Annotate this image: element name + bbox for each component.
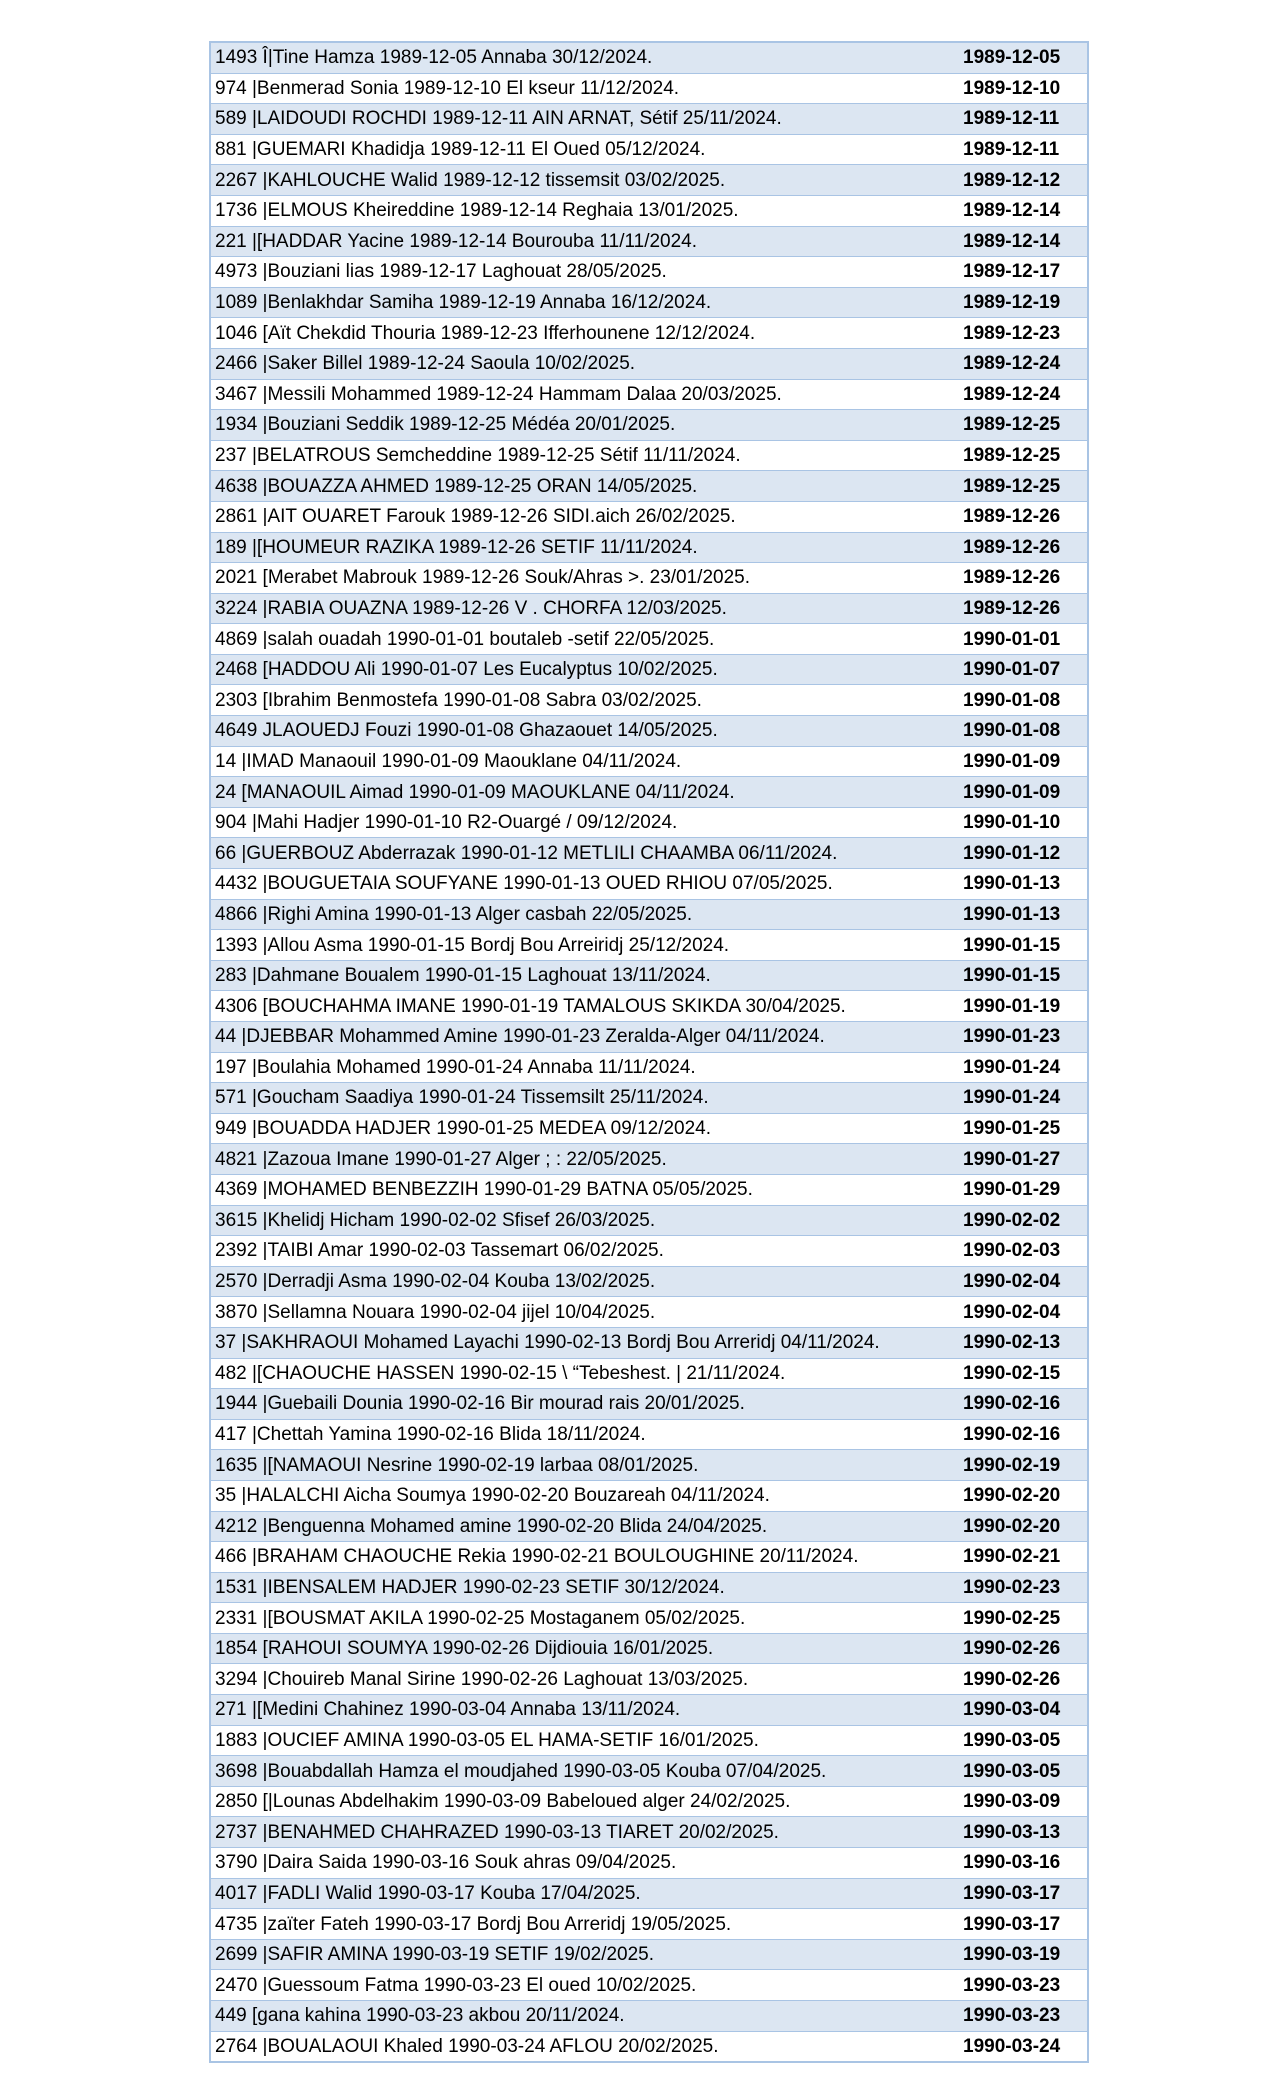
table-row xyxy=(210,1817,1088,1848)
record-birth-date: 1990-01-23 xyxy=(957,1022,1088,1053)
record-entry-text: 449 [gana kahina 1990-03-23 akbou 20/11/2024. xyxy=(210,2001,957,2032)
table-row xyxy=(210,73,1088,104)
record-entry-text: 949 |BOUADDA HADJER 1990-01-25 MEDEA 09/12/2024. xyxy=(210,1113,957,1144)
record-birth-date: 1990-03-05 xyxy=(957,1756,1088,1787)
table-row xyxy=(210,379,1088,410)
records-table-body xyxy=(210,42,1088,2062)
record-entry-text: 283 |Dahmane Boualem 1990-01-15 Laghouat 13/11/2024. xyxy=(210,960,957,991)
table-row xyxy=(210,777,1088,808)
record-entry-text: 1493 Î|Tine Hamza 1989-12-05 Annaba 30/12/2024. xyxy=(210,42,957,73)
record-birth-date: 1990-01-25 xyxy=(957,1113,1088,1144)
table-row xyxy=(210,2001,1088,2032)
table-row xyxy=(210,1970,1088,2001)
table-row xyxy=(210,1756,1088,1787)
record-entry-text: 37 |SAKHRAOUI Mohamed Layachi 1990-02-13 Bordj Bou Arreridj 04/11/2024. xyxy=(210,1327,957,1358)
record-entry-text: 1046 [Aït Chekdid Thouria 1989-12-23 Ifferhounene 12/12/2024. xyxy=(210,318,957,349)
table-row xyxy=(210,440,1088,471)
record-birth-date: 1990-01-15 xyxy=(957,930,1088,961)
record-birth-date: 1990-03-19 xyxy=(957,1939,1088,1970)
record-entry-text: 2303 [Ibrahim Benmostefa 1990-01-08 Sabra 03/02/2025. xyxy=(210,685,957,716)
record-entry-text: 44 |DJEBBAR Mohammed Amine 1990-01-23 Zeralda-Alger 04/11/2024. xyxy=(210,1022,957,1053)
record-entry-text: 2737 |BENAHMED CHAHRAZED 1990-03-13 TIARET 20/02/2025. xyxy=(210,1817,957,1848)
record-birth-date: 1990-02-02 xyxy=(957,1205,1088,1236)
record-birth-date: 1990-03-17 xyxy=(957,1878,1088,1909)
table-row xyxy=(210,1786,1088,1817)
table-row xyxy=(210,165,1088,196)
table-row xyxy=(210,991,1088,1022)
table-row xyxy=(210,348,1088,379)
table-row xyxy=(210,410,1088,441)
table-row xyxy=(210,1725,1088,1756)
record-birth-date: 1989-12-25 xyxy=(957,410,1088,441)
record-birth-date: 1989-12-24 xyxy=(957,348,1088,379)
record-entry-text: 589 |LAIDOUDI ROCHDI 1989-12-11 AIN ARNAT, Sétif 25/11/2024. xyxy=(210,104,957,135)
record-birth-date: 1989-12-14 xyxy=(957,195,1088,226)
table-row xyxy=(210,624,1088,655)
record-entry-text: 1635 |[NAMAOUI Nesrine 1990-02-19 larbaa 08/01/2025. xyxy=(210,1450,957,1481)
record-entry-text: 1393 |Allou Asma 1990-01-15 Bordj Bou Arreiridj 25/12/2024. xyxy=(210,930,957,961)
record-entry-text: 974 |Benmerad Sonia 1989-12-10 El kseur 11/12/2024. xyxy=(210,73,957,104)
table-row xyxy=(210,869,1088,900)
record-birth-date: 1989-12-11 xyxy=(957,104,1088,135)
table-row xyxy=(210,1633,1088,1664)
record-birth-date: 1990-01-09 xyxy=(957,777,1088,808)
record-entry-text: 4735 |zaïter Fateh 1990-03-17 Bordj Bou Arreridj 19/05/2025. xyxy=(210,1909,957,1940)
record-birth-date: 1989-12-14 xyxy=(957,226,1088,257)
record-birth-date: 1990-03-09 xyxy=(957,1786,1088,1817)
record-birth-date: 1990-01-09 xyxy=(957,746,1088,777)
record-entry-text: 3467 |Messili Mohammed 1989-12-24 Hammam Dalaa 20/03/2025. xyxy=(210,379,957,410)
record-birth-date: 1990-03-13 xyxy=(957,1817,1088,1848)
record-entry-text: 3698 |Bouabdallah Hamza el moudjahed 1990-03-05 Kouba 07/04/2025. xyxy=(210,1756,957,1787)
records-table xyxy=(209,41,1089,2063)
table-row xyxy=(210,1450,1088,1481)
record-entry-text: 2470 |Guessoum Fatma 1990-03-23 El oued 10/02/2025. xyxy=(210,1970,957,2001)
record-birth-date: 1990-02-16 xyxy=(957,1389,1088,1420)
table-row xyxy=(210,1236,1088,1267)
record-birth-date: 1990-02-25 xyxy=(957,1603,1088,1634)
table-row xyxy=(210,685,1088,716)
record-birth-date: 1990-01-10 xyxy=(957,807,1088,838)
record-entry-text: 4869 |salah ouadah 1990-01-01 boutaleb -setif 22/05/2025. xyxy=(210,624,957,655)
record-entry-text: 3615 |Khelidj Hicham 1990-02-02 Sfisef 26/03/2025. xyxy=(210,1205,957,1236)
record-entry-text: 2331 |[BOUSMAT AKILA 1990-02-25 Mostaganem 05/02/2025. xyxy=(210,1603,957,1634)
record-entry-text: 197 |Boulahia Mohamed 1990-01-24 Annaba 11/11/2024. xyxy=(210,1052,957,1083)
record-birth-date: 1990-01-19 xyxy=(957,991,1088,1022)
table-row xyxy=(210,1572,1088,1603)
record-entry-text: 3790 |Daira Saida 1990-03-16 Souk ahras 09/04/2025. xyxy=(210,1848,957,1879)
record-entry-text: 466 |BRAHAM CHAOUCHE Rekia 1990-02-21 BOULOUGHINE 20/11/2024. xyxy=(210,1542,957,1573)
record-entry-text: 1934 |Bouziani Seddik 1989-12-25 Médéa 20/01/2025. xyxy=(210,410,957,441)
table-row xyxy=(210,1052,1088,1083)
record-entry-text: 1883 |OUCIEF AMINA 1990-03-05 EL HAMA-SETIF 16/01/2025. xyxy=(210,1725,957,1756)
table-row xyxy=(210,1144,1088,1175)
record-birth-date: 1990-02-19 xyxy=(957,1450,1088,1481)
table-row xyxy=(210,1603,1088,1634)
record-birth-date: 1989-12-25 xyxy=(957,471,1088,502)
record-entry-text: 4017 |FADLI Walid 1990-03-17 Kouba 17/04/2025. xyxy=(210,1878,957,1909)
table-row xyxy=(210,532,1088,563)
table-row xyxy=(210,960,1088,991)
table-row xyxy=(210,42,1088,73)
record-birth-date: 1990-02-04 xyxy=(957,1297,1088,1328)
record-birth-date: 1990-03-24 xyxy=(957,2031,1088,2062)
record-birth-date: 1990-02-20 xyxy=(957,1511,1088,1542)
record-entry-text: 271 |[Medini Chahinez 1990-03-04 Annaba 13/11/2024. xyxy=(210,1695,957,1726)
record-birth-date: 1990-02-16 xyxy=(957,1419,1088,1450)
table-row xyxy=(210,318,1088,349)
record-birth-date: 1989-12-17 xyxy=(957,257,1088,288)
record-birth-date: 1989-12-05 xyxy=(957,42,1088,73)
table-row xyxy=(210,1358,1088,1389)
table-row xyxy=(210,1511,1088,1542)
record-entry-text: 1531 |IBENSALEM HADJER 1990-02-23 SETIF 30/12/2024. xyxy=(210,1572,957,1603)
table-row xyxy=(210,1664,1088,1695)
record-birth-date: 1990-01-24 xyxy=(957,1052,1088,1083)
record-birth-date: 1989-12-12 xyxy=(957,165,1088,196)
table-row xyxy=(210,930,1088,961)
record-birth-date: 1990-03-16 xyxy=(957,1848,1088,1879)
record-birth-date: 1989-12-25 xyxy=(957,440,1088,471)
record-entry-text: 4821 |Zazoua Imane 1990-01-27 Alger ; : 22/05/2025. xyxy=(210,1144,957,1175)
table-row xyxy=(210,1480,1088,1511)
record-birth-date: 1990-02-04 xyxy=(957,1266,1088,1297)
record-entry-text: 1736 |ELMOUS Kheireddine 1989-12-14 Reghaia 13/01/2025. xyxy=(210,195,957,226)
record-birth-date: 1990-01-15 xyxy=(957,960,1088,991)
record-birth-date: 1990-01-24 xyxy=(957,1083,1088,1114)
record-entry-text: 4306 [BOUCHAHMA IMANE 1990-01-19 TAMALOUS SKIKDA 30/04/2025. xyxy=(210,991,957,1022)
table-row xyxy=(210,1083,1088,1114)
record-birth-date: 1990-03-17 xyxy=(957,1909,1088,1940)
table-row xyxy=(210,501,1088,532)
table-row xyxy=(210,1909,1088,1940)
record-entry-text: 2392 |TAIBI Amar 1990-02-03 Tassemart 06/02/2025. xyxy=(210,1236,957,1267)
table-row xyxy=(210,838,1088,869)
record-birth-date: 1990-02-03 xyxy=(957,1236,1088,1267)
record-birth-date: 1990-01-01 xyxy=(957,624,1088,655)
record-entry-text: 904 |Mahi Hadjer 1990-01-10 R2-Ouargé / 09/12/2024. xyxy=(210,807,957,838)
record-entry-text: 35 |HALALCHI Aicha Soumya 1990-02-20 Bouzareah 04/11/2024. xyxy=(210,1480,957,1511)
record-entry-text: 4432 |BOUGUETAIA SOUFYANE 1990-01-13 OUED RHIOU 07/05/2025. xyxy=(210,869,957,900)
record-entry-text: 237 |BELATROUS Semcheddine 1989-12-25 Sétif 11/11/2024. xyxy=(210,440,957,471)
record-entry-text: 4973 |Bouziani lias 1989-12-17 Laghouat 28/05/2025. xyxy=(210,257,957,288)
record-birth-date: 1990-03-23 xyxy=(957,2001,1088,2032)
record-entry-text: 2021 [Merabet Mabrouk 1989-12-26 Souk/Ahras >. 23/01/2025. xyxy=(210,563,957,594)
record-entry-text: 2466 |Saker Billel 1989-12-24 Saoula 10/02/2025. xyxy=(210,348,957,379)
table-row xyxy=(210,1848,1088,1879)
record-birth-date: 1989-12-24 xyxy=(957,379,1088,410)
record-birth-date: 1990-01-13 xyxy=(957,899,1088,930)
record-entry-text: 482 |[CHAOUCHE HASSEN 1990-02-15 \ “Tebeshest. | 21/11/2024. xyxy=(210,1358,957,1389)
record-birth-date: 1990-01-08 xyxy=(957,685,1088,716)
record-birth-date: 1990-02-20 xyxy=(957,1480,1088,1511)
record-birth-date: 1989-12-23 xyxy=(957,318,1088,349)
record-entry-text: 24 [MANAOUIL Aimad 1990-01-09 MAOUKLANE 04/11/2024. xyxy=(210,777,957,808)
record-entry-text: 2570 |Derradji Asma 1990-02-04 Kouba 13/02/2025. xyxy=(210,1266,957,1297)
table-row xyxy=(210,1113,1088,1144)
record-entry-text: 4649 JLAOUEDJ Fouzi 1990-01-08 Ghazaouet 14/05/2025. xyxy=(210,716,957,747)
record-birth-date: 1990-03-05 xyxy=(957,1725,1088,1756)
record-birth-date: 1989-12-26 xyxy=(957,501,1088,532)
table-row xyxy=(210,2031,1088,2062)
record-entry-text: 2850 [|Lounas Abdelhakim 1990-03-09 Babeloued alger 24/02/2025. xyxy=(210,1786,957,1817)
table-row xyxy=(210,807,1088,838)
table-row xyxy=(210,899,1088,930)
table-row xyxy=(210,1419,1088,1450)
record-birth-date: 1990-02-26 xyxy=(957,1664,1088,1695)
table-row xyxy=(210,226,1088,257)
record-birth-date: 1989-12-11 xyxy=(957,134,1088,165)
record-entry-text: 3224 |RABIA OUAZNA 1989-12-26 V . CHORFA 12/03/2025. xyxy=(210,593,957,624)
record-birth-date: 1990-01-08 xyxy=(957,716,1088,747)
record-birth-date: 1990-02-13 xyxy=(957,1327,1088,1358)
record-entry-text: 881 |GUEMARI Khadidja 1989-12-11 El Oued 05/12/2024. xyxy=(210,134,957,165)
table-row xyxy=(210,104,1088,135)
record-entry-text: 2699 |SAFIR AMINA 1990-03-19 SETIF 19/02/2025. xyxy=(210,1939,957,1970)
record-entry-text: 1089 |Benlakhdar Samiha 1989-12-19 Annaba 16/12/2024. xyxy=(210,287,957,318)
record-entry-text: 4866 |Righi Amina 1990-01-13 Alger casbah 22/05/2025. xyxy=(210,899,957,930)
table-row xyxy=(210,1022,1088,1053)
table-row xyxy=(210,1878,1088,1909)
record-birth-date: 1990-02-23 xyxy=(957,1572,1088,1603)
record-birth-date: 1990-01-12 xyxy=(957,838,1088,869)
record-entry-text: 2267 |KAHLOUCHE Walid 1989-12-12 tissemsit 03/02/2025. xyxy=(210,165,957,196)
record-birth-date: 1990-01-07 xyxy=(957,654,1088,685)
record-entry-text: 2468 [HADDOU Ali 1990-01-07 Les Eucalyptus 10/02/2025. xyxy=(210,654,957,685)
record-birth-date: 1990-03-23 xyxy=(957,1970,1088,2001)
table-row xyxy=(210,1327,1088,1358)
record-birth-date: 1990-01-29 xyxy=(957,1174,1088,1205)
table-row xyxy=(210,716,1088,747)
record-birth-date: 1989-12-10 xyxy=(957,73,1088,104)
record-entry-text: 66 |GUERBOUZ Abderrazak 1990-01-12 METLILI CHAAMBA 06/11/2024. xyxy=(210,838,957,869)
table-row xyxy=(210,593,1088,624)
record-entry-text: 1854 [RAHOUI SOUMYA 1990-02-26 Dijdiouia 16/01/2025. xyxy=(210,1633,957,1664)
record-birth-date: 1989-12-26 xyxy=(957,563,1088,594)
table-row xyxy=(210,471,1088,502)
table-row xyxy=(210,1205,1088,1236)
record-entry-text: 4638 |BOUAZZA AHMED 1989-12-25 ORAN 14/05/2025. xyxy=(210,471,957,502)
record-entry-text: 4369 |MOHAMED BENBEZZIH 1990-01-29 BATNA 05/05/2025. xyxy=(210,1174,957,1205)
table-row xyxy=(210,654,1088,685)
record-entry-text: 189 |[HOUMEUR RAZIKA 1989-12-26 SETIF 11/11/2024. xyxy=(210,532,957,563)
record-birth-date: 1990-02-21 xyxy=(957,1542,1088,1573)
table-row xyxy=(210,1939,1088,1970)
record-entry-text: 4212 |Benguenna Mohamed amine 1990-02-20 Blida 24/04/2025. xyxy=(210,1511,957,1542)
table-row xyxy=(210,134,1088,165)
record-birth-date: 1990-01-13 xyxy=(957,869,1088,900)
record-entry-text: 3870 |Sellamna Nouara 1990-02-04 jijel 10/04/2025. xyxy=(210,1297,957,1328)
record-entry-text: 3294 |Chouireb Manal Sirine 1990-02-26 Laghouat 13/03/2025. xyxy=(210,1664,957,1695)
record-birth-date: 1989-12-19 xyxy=(957,287,1088,318)
record-entry-text: 221 |[HADDAR Yacine 1989-12-14 Bourouba 11/11/2024. xyxy=(210,226,957,257)
record-entry-text: 2764 |BOUALAOUI Khaled 1990-03-24 AFLOU 20/02/2025. xyxy=(210,2031,957,2062)
table-row xyxy=(210,1389,1088,1420)
record-entry-text: 14 |IMAD Manaouil 1990-01-09 Maouklane 04/11/2024. xyxy=(210,746,957,777)
table-row xyxy=(210,1266,1088,1297)
table-row xyxy=(210,746,1088,777)
record-birth-date: 1989-12-26 xyxy=(957,593,1088,624)
table-row xyxy=(210,563,1088,594)
record-entry-text: 1944 |Guebaili Dounia 1990-02-16 Bir mourad rais 20/01/2025. xyxy=(210,1389,957,1420)
record-birth-date: 1990-02-15 xyxy=(957,1358,1088,1389)
record-birth-date: 1990-02-26 xyxy=(957,1633,1088,1664)
table-row xyxy=(210,287,1088,318)
record-birth-date: 1989-12-26 xyxy=(957,532,1088,563)
table-row xyxy=(210,1174,1088,1205)
record-birth-date: 1990-03-04 xyxy=(957,1695,1088,1726)
record-birth-date: 1990-01-27 xyxy=(957,1144,1088,1175)
record-entry-text: 417 |Chettah Yamina 1990-02-16 Blida 18/11/2024. xyxy=(210,1419,957,1450)
record-entry-text: 571 |Goucham Saadiya 1990-01-24 Tissemsilt 25/11/2024. xyxy=(210,1083,957,1114)
table-row xyxy=(210,1297,1088,1328)
table-row xyxy=(210,257,1088,288)
table-row xyxy=(210,195,1088,226)
record-entry-text: 2861 |AIT OUARET Farouk 1989-12-26 SIDI.aich 26/02/2025. xyxy=(210,501,957,532)
table-row xyxy=(210,1542,1088,1573)
table-row xyxy=(210,1695,1088,1726)
